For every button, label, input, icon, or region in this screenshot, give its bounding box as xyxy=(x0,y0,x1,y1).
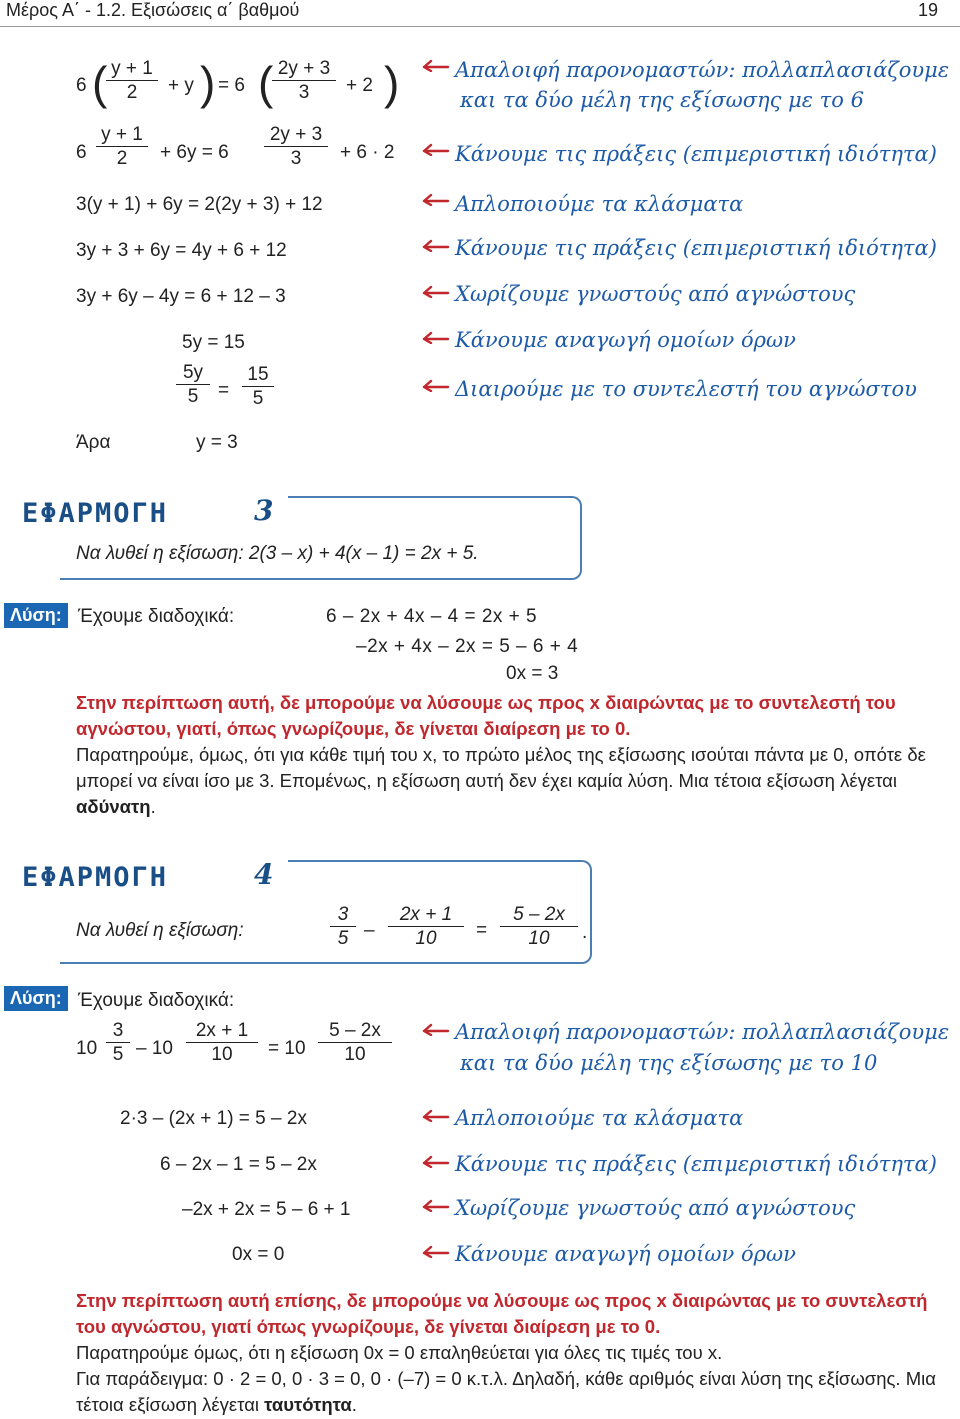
frac-den: 5 xyxy=(112,1044,124,1065)
ex-note-4: Κάνουμε τις πράξεις (επιμεριστική ιδιότητα) xyxy=(455,236,937,260)
app3-red-text: Στην περίπτωση αυτή, δε μπορούμε να λύσουμε ως προς x διαιρώντας με το συντελεστή του αγνώστου, γιατί, όπως γνωρίζουμε, δε γίνεται διαίρεση με το 0. xyxy=(76,692,896,739)
frac-den: 10 xyxy=(415,928,437,949)
app3-para-end: . xyxy=(150,796,156,817)
left-arrow-icon xyxy=(420,1022,450,1036)
app3-para-bold: αδύνατη xyxy=(76,796,151,817)
frac-num: 2y + 3 xyxy=(272,58,336,81)
ex-note-3: Απλοποιούμε τα κλάσματα xyxy=(455,192,744,216)
app4-note-1: Απαλοιφή παρονομαστών: πολλαπλασιάζουμε xyxy=(455,1020,950,1044)
frac-num: 3 xyxy=(106,1020,130,1043)
app4-eq-frac3 xyxy=(500,904,578,951)
app3-step-3: 0x = 3 xyxy=(506,663,559,684)
ex-l1-frac1 xyxy=(106,58,158,105)
app4-prompt: Να λυθεί η εξίσωση: xyxy=(76,920,244,941)
ex-l2-mid: + 6y = 6 xyxy=(160,142,229,163)
paren-close-2: ) xyxy=(384,57,400,109)
ex-l1-frac2 xyxy=(272,58,336,105)
ex-div-right xyxy=(242,364,274,411)
frac-den: 10 xyxy=(528,928,550,949)
paren-open-2: ( xyxy=(258,57,274,109)
app3-step-1: 6 – 2x + 4x – 4 = 2x + 5 xyxy=(326,606,538,627)
app4-paragraph-2 xyxy=(76,1366,956,1418)
ex-note-7: Διαιρούμε με το συντελεστή του αγνώστου xyxy=(455,377,917,401)
paren-close-1: ) xyxy=(200,57,216,109)
app4-eq-minus: – xyxy=(364,920,375,941)
app4-red-text: Στην περίπτωση αυτή επίσης, δε μπορούμε να λύσουμε ως προς x διαιρώντας με το συντελεστή του αγνώστου, γιατί όπως γνωρίζουμε, δε γίνεται διαίρεση με το 0. xyxy=(76,1290,928,1337)
page-number: 19 xyxy=(918,0,939,20)
app3-paragraph xyxy=(76,742,956,820)
ex-note-5: Χωρίζουμε γνωστούς από αγνώστους xyxy=(455,282,856,306)
app3-step-2: –2x + 4x – 2x = 5 – 6 + 4 xyxy=(356,636,579,657)
frac-num: y + 1 xyxy=(96,124,148,147)
app4-paragraph-1: Παρατηρούμε όμως, ότι η εξίσωση 0x = 0 επαληθεύεται για όλες τις τιμές του x. xyxy=(76,1342,723,1363)
app4-eq-frac2 xyxy=(388,904,464,951)
left-arrow-icon xyxy=(420,1154,450,1168)
app4-line-5: 0x = 0 xyxy=(232,1244,285,1265)
frac-num: 5 – 2x xyxy=(318,1020,392,1043)
app3-intro: Έχουμε διαδοχικά: xyxy=(78,606,235,627)
app4-l1-frac1 xyxy=(106,1020,130,1067)
app4-l1-frac2 xyxy=(186,1020,258,1067)
left-arrow-icon xyxy=(420,58,450,72)
app4-title: ΕΦΑΡΜΟΓΗ xyxy=(22,862,169,893)
ex-line-6: 5y = 15 xyxy=(182,332,245,353)
app4-l1-eq: = 10 xyxy=(268,1038,306,1059)
left-arrow-icon xyxy=(420,238,450,252)
frac-num: 15 xyxy=(242,364,274,387)
frac-num: 3 xyxy=(330,904,356,927)
ex-line-3: 3(y + 1) + 6y = 2(2y + 3) + 12 xyxy=(76,194,323,215)
ex-l1-coef: 6 xyxy=(76,75,87,96)
left-arrow-icon xyxy=(420,1108,450,1122)
ex-l2-coef: 6 xyxy=(76,142,87,163)
left-arrow-icon xyxy=(420,1198,450,1212)
ex-div-left xyxy=(176,362,210,409)
frac-den: 5 xyxy=(187,386,199,407)
ex-result: y = 3 xyxy=(196,432,238,453)
app4-l1-c1: 10 xyxy=(76,1038,98,1059)
app4-l1-m: – 10 xyxy=(136,1038,173,1059)
left-arrow-icon xyxy=(420,192,450,206)
frac-den: 3 xyxy=(290,148,302,169)
ex-l2-frac1 xyxy=(96,124,148,171)
frac-num: 2x + 1 xyxy=(388,904,464,927)
header-title: Μέρος Α΄ - 1.2. Εξισώσεις α΄ βαθμού xyxy=(6,0,300,20)
ex-l1-plus2: + 2 xyxy=(346,75,373,96)
app3-number: 3 xyxy=(254,494,274,527)
app4-number: 4 xyxy=(254,858,274,891)
app4-note-3: Κάνουμε τις πράξεις (επιμεριστική ιδιότητα) xyxy=(455,1152,937,1176)
frac-den: 10 xyxy=(211,1044,233,1065)
frac-num: 2x + 1 xyxy=(186,1020,258,1043)
left-arrow-icon xyxy=(420,284,450,298)
app4-note-1b: και τα δύο μέλη της εξίσωσης με το 10 xyxy=(460,1051,878,1075)
frac-num: y + 1 xyxy=(106,58,158,81)
left-arrow-icon xyxy=(420,330,450,344)
app4-l1-frac3 xyxy=(318,1020,392,1067)
frac-den: 10 xyxy=(344,1044,366,1065)
app4-line-2: 2·3 – (2x + 1) = 5 – 2x xyxy=(120,1108,307,1129)
ex-div-eq: = xyxy=(218,380,230,401)
frac-num: 5y xyxy=(176,362,210,385)
app3-prompt: Να λυθεί η εξίσωση: 2(3 – x) + 4(x – 1) = 2x + 5. xyxy=(76,543,479,564)
app4-note-4: Χωρίζουμε γνωστούς από αγνώστους xyxy=(455,1196,856,1220)
ex-ara: Άρα xyxy=(76,432,111,453)
frac-num: 2y + 3 xyxy=(264,124,328,147)
app4-note-5: Κάνουμε αναγωγή ομοίων όρων xyxy=(455,1242,796,1266)
app4-para2-text: Για παράδειγμα: 0 · 2 = 0, 0 · 3 = 0, 0 · (–7) = 0 κ.τ.λ. Δηλαδή, κάθε αριθμός είναι λύση της εξίσωσης. Μια τέτοια εξίσωση λέγεται xyxy=(76,1368,936,1415)
ex-line-5: 3y + 6y – 4y = 6 + 12 – 3 xyxy=(76,286,286,307)
frac-den: 2 xyxy=(116,148,128,169)
ex-note-1b: και τα δύο μέλη της εξίσωσης με το 6 xyxy=(460,88,864,112)
left-arrow-icon xyxy=(420,1244,450,1258)
ex-l2-frac2 xyxy=(264,124,328,171)
app4-para2-end: . xyxy=(351,1394,357,1415)
frac-den: 2 xyxy=(126,82,138,103)
app4-eq-equals: = xyxy=(476,920,488,941)
app4-line-4: –2x + 2x = 5 – 6 + 1 xyxy=(182,1199,351,1220)
ex-note-2: Κάνουμε τις πράξεις (επιμεριστική ιδιότητα) xyxy=(455,142,937,166)
ex-l2-tail: + 6 · 2 xyxy=(340,142,395,163)
header-rule xyxy=(0,26,960,27)
frac-den: 3 xyxy=(298,82,310,103)
ex-l1-eq6: = 6 xyxy=(218,75,245,96)
app3-lysi-label: Λύση: xyxy=(4,603,68,628)
frac-den: 5 xyxy=(337,928,349,949)
app4-lysi-label: Λύση: xyxy=(4,986,68,1011)
ex-l1-plus-y: + y xyxy=(168,75,194,96)
paren-open-1: ( xyxy=(92,57,108,109)
left-arrow-icon xyxy=(420,142,450,156)
app4-intro: Έχουμε διαδοχικά: xyxy=(78,990,235,1011)
frac-num: 5 – 2x xyxy=(500,904,578,927)
app4-eq-frac1 xyxy=(330,904,356,951)
app4-line-3: 6 – 2x – 1 = 5 – 2x xyxy=(160,1154,317,1175)
ex-line-4: 3y + 3 + 6y = 4y + 6 + 12 xyxy=(76,240,287,261)
ex-note-1: Απαλοιφή παρονομαστών: πολλαπλασιάζουμε xyxy=(455,58,950,82)
app4-note-2: Απλοποιούμε τα κλάσματα xyxy=(455,1106,744,1130)
app3-para-text: Παρατηρούμε, όμως, ότι για κάθε τιμή του x, το πρώτο μέλος της εξίσωσης ισούται πάντα με 0, οπότε δε μπορεί να είναι ίσο με 3. Επομένως, η εξίσωση αυτή δεν έχει καμία λύση. Μια τέτοια εξίσωση λέγεται xyxy=(76,744,926,791)
app3-title: ΕΦΑΡΜΟΓΗ xyxy=(22,498,169,529)
frac-den: 5 xyxy=(252,388,264,409)
app4-eq-dot: . xyxy=(582,922,588,943)
app4-para2-bold: ταυτότητα xyxy=(264,1394,352,1415)
left-arrow-icon xyxy=(420,378,450,392)
ex-note-6: Κάνουμε αναγωγή ομοίων όρων xyxy=(455,328,796,352)
